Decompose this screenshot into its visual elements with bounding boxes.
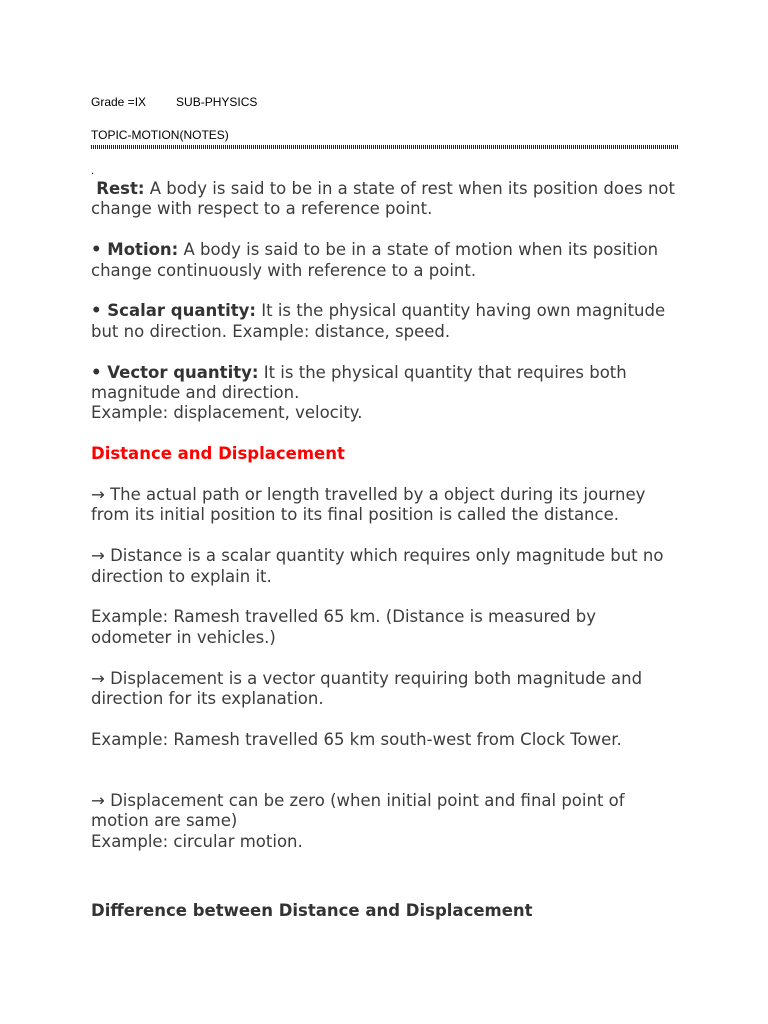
- example-distance: Example: Ramesh travelled 65 km. (Distance is measured by odometer in vehicles.): [91, 607, 596, 647]
- definition-text: A body is said to be in a state of motion when its position change continuously with reference to a point.: [91, 240, 659, 280]
- definition-rest: [91, 179, 681, 220]
- grade-label: Grade =IX: [91, 95, 147, 109]
- topic-label: TOPIC-MOTION(NOTES): [91, 128, 229, 142]
- definition-term: • Scalar quantity:: [91, 301, 256, 321]
- point-displacement-zero: → Displacement can be zero (when initial point and final point of motion are same): [91, 791, 625, 831]
- notes-body: [91, 179, 681, 921]
- definition-term: Rest:: [96, 179, 145, 198]
- definition-vector: [91, 363, 681, 404]
- definition-text: A body is said to be in a state of rest when its position does not change with respect to a reference point.: [91, 179, 675, 219]
- definition-motion: [91, 240, 681, 281]
- point-distance-scalar: → Distance is a scalar quantity which requires only magnitude but no direction to explain it.: [91, 546, 664, 586]
- definition-scalar: [91, 301, 681, 342]
- section-heading: Distance and Displacement: [91, 444, 345, 464]
- definition-text: It is the physical quantity that requires both magnitude and direction.: [91, 362, 627, 403]
- definition-text: It is the physical quantity having own magnitude but no direction. Example: distance, speed.: [91, 301, 666, 341]
- point-distance-definition: → The actual path or length travelled by a object during its journey from its initial position to its final position is called the distance.: [91, 485, 646, 525]
- subject-label: SUB-PHYSICS: [176, 95, 258, 109]
- stray-dot: .: [91, 166, 95, 177]
- example-displacement: Example: Ramesh travelled 65 km south-west from Clock Tower.: [91, 729, 622, 749]
- difference-heading: Difference between Distance and Displacement: [91, 901, 533, 921]
- definition-term: • Motion:: [91, 240, 179, 260]
- point-displacement-vector: → Displacement is a vector quantity requiring both magnitude and direction for its explanation.: [91, 668, 643, 709]
- dotted-divider: [91, 145, 679, 149]
- grade-subject-line: [91, 95, 257, 109]
- example-circular-motion: Example: circular motion.: [91, 831, 303, 851]
- vector-example: Example: displacement, velocity.: [91, 403, 363, 423]
- definition-term: • Vector quantity:: [91, 362, 259, 382]
